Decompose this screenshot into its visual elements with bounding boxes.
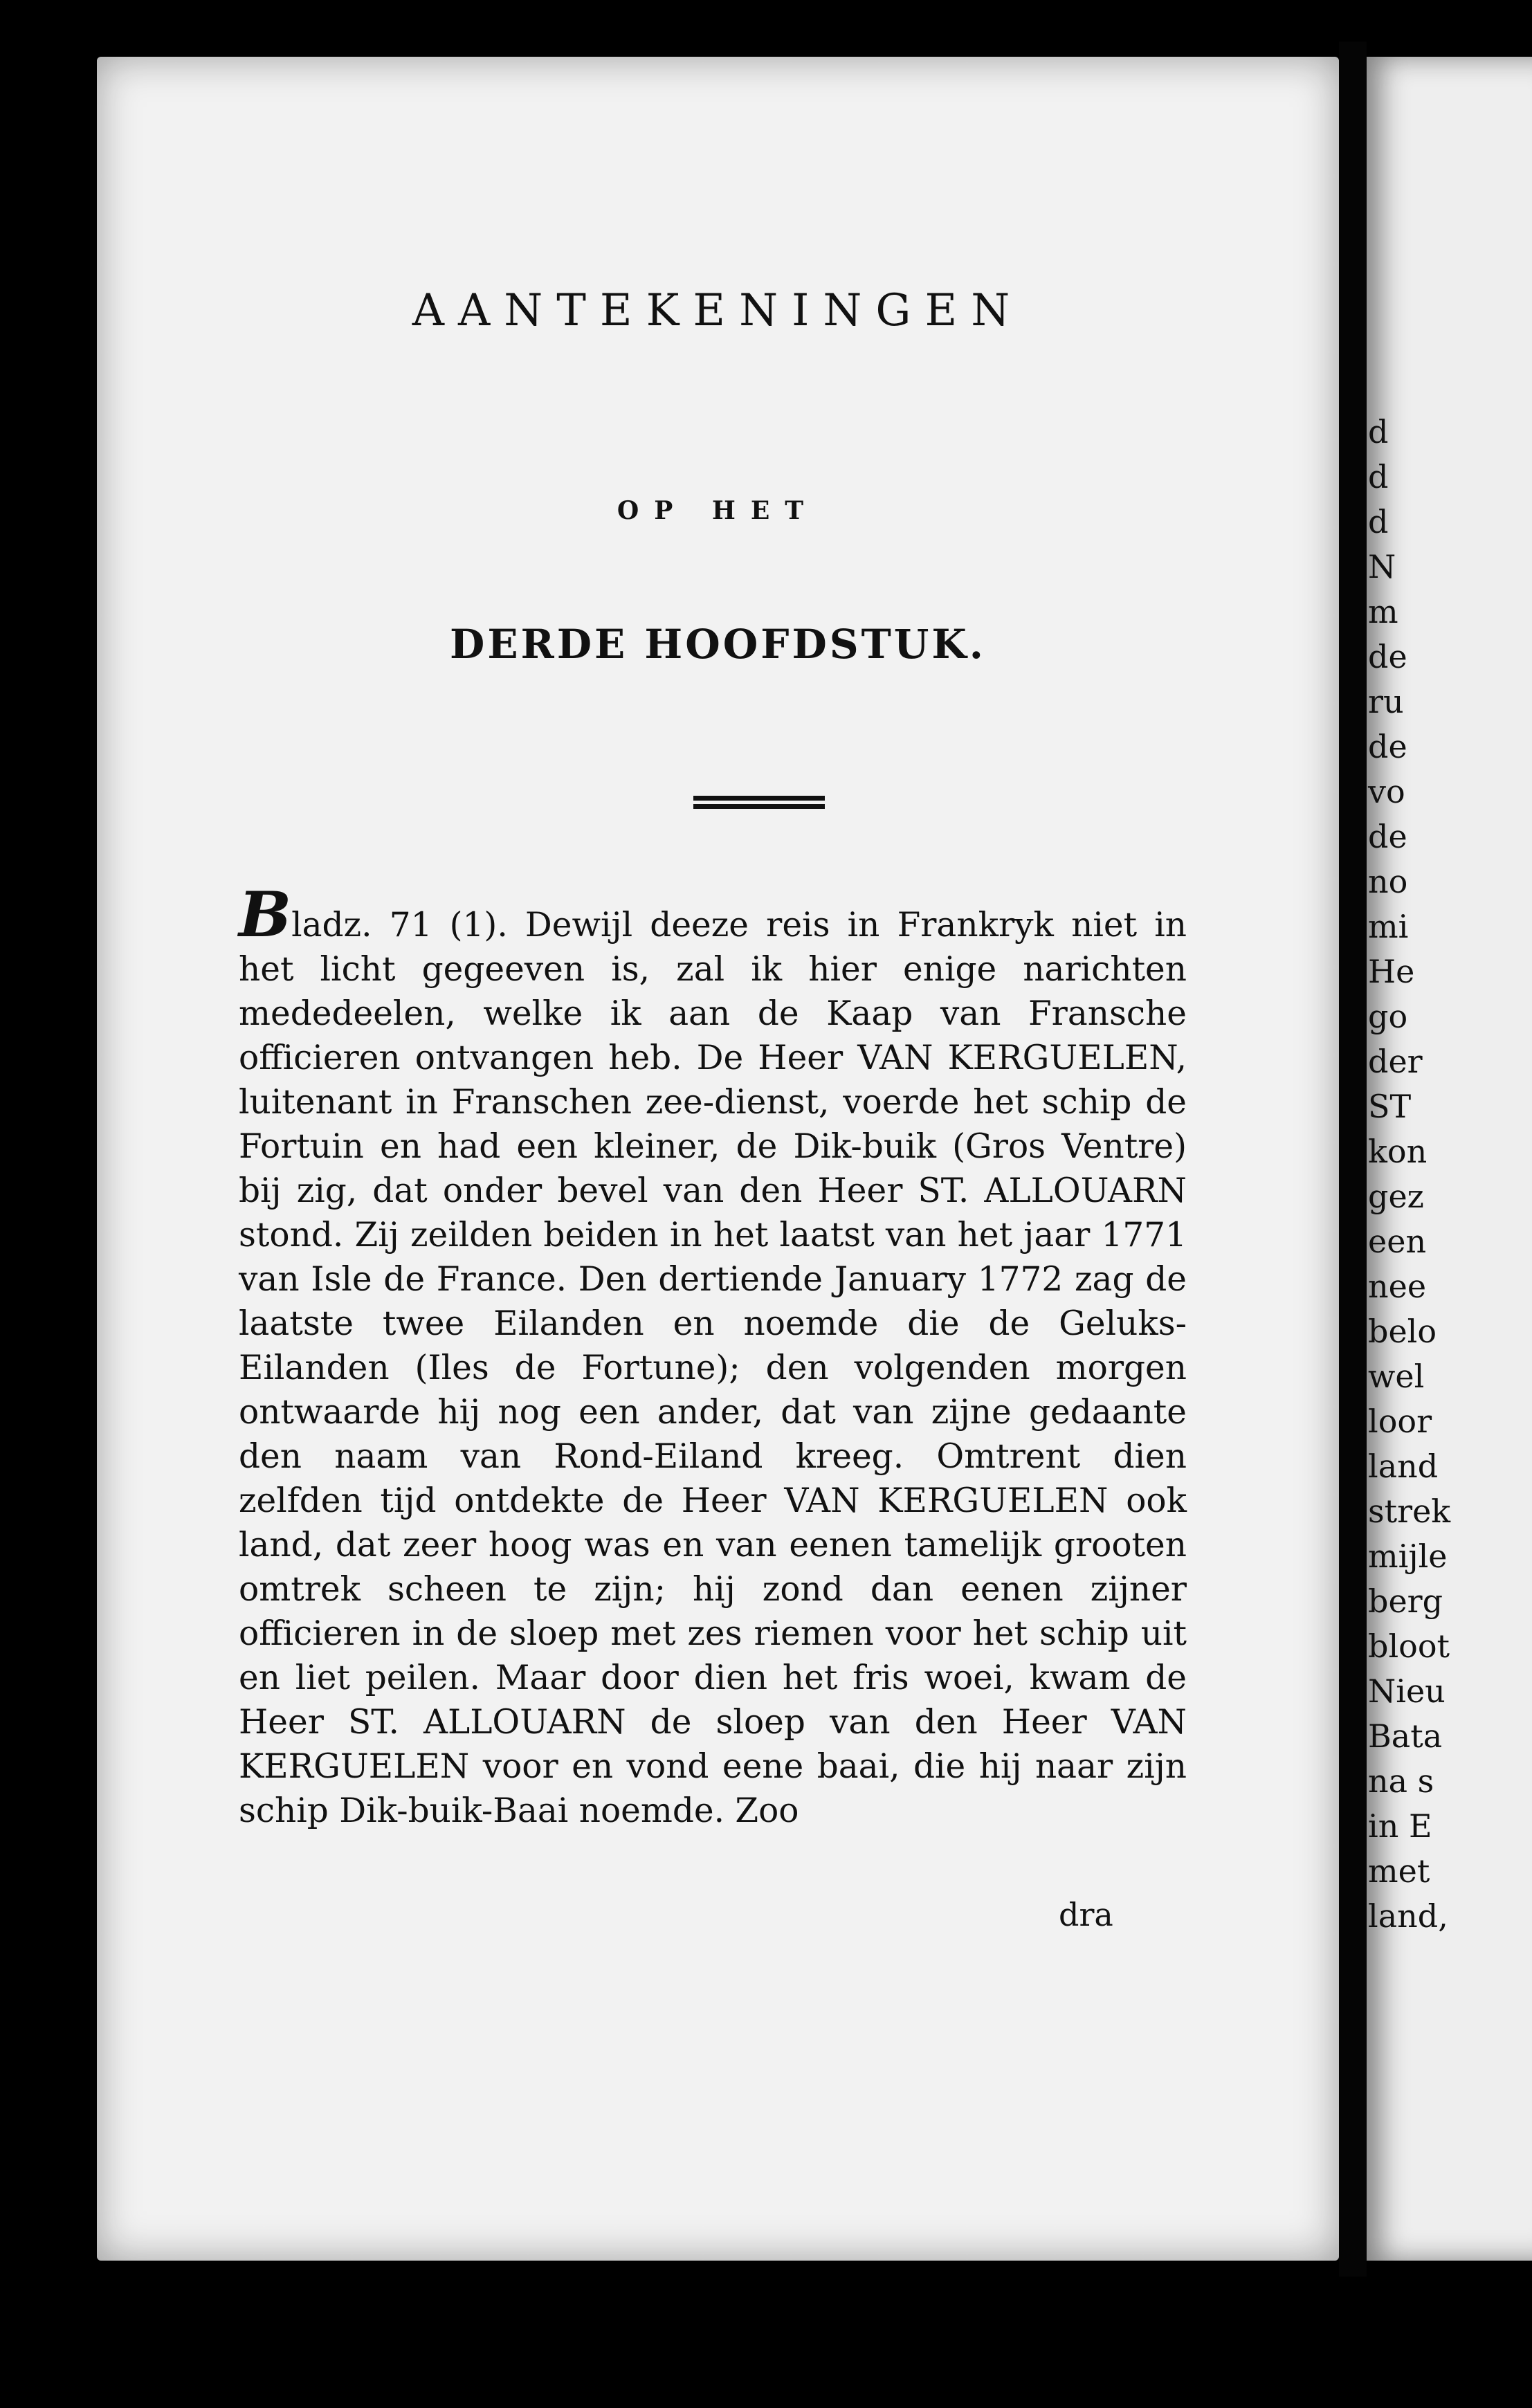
- right-page-line: belo: [1368, 1313, 1437, 1350]
- right-page-line: m: [1368, 593, 1398, 630]
- ornament-rule: [693, 796, 825, 817]
- drop-cap: B: [239, 878, 292, 951]
- right-page-line: nee: [1368, 1268, 1427, 1305]
- right-page-line: go: [1368, 998, 1408, 1035]
- right-page-line: N: [1368, 548, 1396, 585]
- right-page-line: Nieu: [1368, 1672, 1446, 1710]
- right-page-line: land: [1368, 1448, 1439, 1485]
- right-page-line: no: [1368, 863, 1408, 900]
- right-page-edge: [1367, 57, 1532, 2261]
- right-page-line: bloot: [1368, 1627, 1450, 1665]
- right-page-line: kon: [1368, 1133, 1428, 1170]
- right-page-line: de: [1368, 728, 1407, 765]
- right-page-line: mi: [1368, 908, 1409, 945]
- right-page-text-fragments: [1367, 410, 1532, 1939]
- right-page-line: d: [1368, 413, 1389, 450]
- page-subtitle: OP HET: [617, 496, 819, 525]
- right-page-line: land,: [1368, 1897, 1448, 1935]
- right-page-line: de: [1368, 638, 1407, 675]
- right-page-line: ru: [1368, 683, 1404, 720]
- right-page-line: der: [1368, 1043, 1423, 1080]
- book-gutter: [1339, 42, 1367, 2277]
- right-page-line: loor: [1368, 1403, 1432, 1440]
- right-page-line: Bata: [1368, 1717, 1443, 1755]
- right-page-line: een: [1368, 1223, 1427, 1260]
- right-page-line: in E: [1368, 1807, 1432, 1845]
- right-page-line: He: [1368, 953, 1415, 990]
- page-title: AANTEKENINGEN: [412, 285, 1024, 336]
- right-page-line: mijle: [1368, 1538, 1448, 1575]
- right-page-line: d: [1368, 503, 1389, 540]
- body-paragraph: [239, 878, 1187, 1833]
- chapter-heading: DERDE HOOFDSTUK.: [450, 621, 986, 668]
- right-page-line: berg: [1368, 1582, 1443, 1620]
- catchword: dra: [1059, 1896, 1113, 1933]
- right-page-line: ST: [1368, 1088, 1412, 1125]
- right-page-line: wel: [1368, 1358, 1425, 1395]
- right-page-line: na s: [1368, 1762, 1434, 1800]
- right-page-line: met: [1368, 1852, 1430, 1890]
- right-page-line: vo: [1368, 773, 1405, 810]
- right-page-line: gez: [1368, 1178, 1424, 1215]
- right-page-line: de: [1368, 818, 1407, 855]
- body-text: ladz. 71 (1). Dewijl deeze reis in Frankryk niet in het licht gegeeven is, zal ik hier enige narichten mededeelen, welke ik aan de Kaap van Fransche officieren ontvangen heb. De Heer VAN KERGUELEN, luitenant in Franschen zee-dienst, voerde het schip de Fortuin en had een kleiner, de Dik-buik (Gros Ventre) bij zig, dat onder bevel van den Heer ST. ALLOUARN stond. Zij zeilden beiden in het laatst van het jaar 1771 van Isle de France. Den dertiende January 1772 zag de laatste twee Eilanden en noemde die de Geluks-Eilanden (Iles de Fortune); den volgenden morgen ontwaarde hij nog een ander, dat van zijne gedaante den naam van Rond-Eiland kreeg. Omtrent dien zelfden tijd ontdekte de Heer VAN KERGUELEN ook land, dat zeer hoog was en van eenen tamelijk grooten omtrek scheen te zijn; hij zond dan eenen zijner officieren in de sloep met zes riemen voor het schip uit en liet peilen. Maar door dien het fris woei, kwam de Heer ST. ALLOUARN de sloep van den Heer VAN KERGUELEN voor en vond eene baai, die hij naar zijn schip Dik-buik-Baai noemde. Zoo: [239, 906, 1187, 1830]
- right-page-line: d: [1368, 458, 1389, 495]
- right-page-line: strek: [1368, 1493, 1451, 1530]
